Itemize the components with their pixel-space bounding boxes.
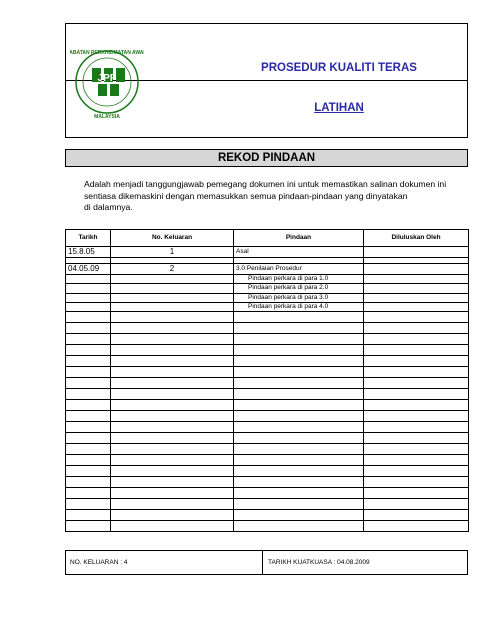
table-cell <box>66 323 111 334</box>
table-cell <box>234 488 364 499</box>
table-cell <box>234 345 364 356</box>
table-cell <box>111 433 234 444</box>
table-cell <box>111 367 234 378</box>
table-cell: 1 <box>111 247 234 258</box>
table-cell <box>111 422 234 433</box>
intro-paragraph <box>84 179 459 214</box>
table-cell <box>66 312 111 323</box>
page-subtitle: LATIHAN <box>314 102 364 114</box>
table-cell <box>111 499 234 510</box>
column-header: Pindaan <box>234 230 364 247</box>
table-cell <box>364 466 469 477</box>
table-row <box>66 334 469 345</box>
table-cell <box>234 433 364 444</box>
table-cell <box>111 378 234 389</box>
jpp-seal-icon <box>70 30 144 134</box>
table-row <box>66 345 469 356</box>
section-title: REKOD PINDAAN <box>65 149 468 167</box>
table-row <box>66 433 469 444</box>
column-header: Tarikh <box>66 230 111 247</box>
table-cell <box>234 521 364 532</box>
table-row <box>66 284 469 293</box>
footer-issue-number: NO. KELUARAN : 4 <box>70 559 128 566</box>
table-cell <box>364 334 469 345</box>
table-row <box>66 323 469 334</box>
table-cell <box>111 293 234 302</box>
column-header: Diluluskan Oleh <box>364 230 469 247</box>
table-cell <box>364 302 469 311</box>
table-cell: Pindaan perkara di para 4.0 <box>234 302 364 311</box>
table-cell <box>66 356 111 367</box>
table-cell <box>66 284 111 293</box>
table-cell <box>364 323 469 334</box>
table-cell <box>234 323 364 334</box>
table-cell <box>364 488 469 499</box>
table-row <box>66 510 469 521</box>
table-row <box>66 247 469 258</box>
table-cell <box>66 422 111 433</box>
table-cell <box>66 466 111 477</box>
table-cell <box>364 389 469 400</box>
table-cell <box>66 378 111 389</box>
table-cell <box>66 510 111 521</box>
table-cell <box>234 510 364 521</box>
table-cell <box>66 400 111 411</box>
table-cell <box>234 356 364 367</box>
table-row <box>66 455 469 466</box>
table-cell <box>66 444 111 455</box>
table-cell <box>66 433 111 444</box>
table-cell <box>364 275 469 284</box>
table-cell <box>364 284 469 293</box>
table-cell <box>111 275 234 284</box>
table-row <box>66 312 469 323</box>
table-cell <box>111 510 234 521</box>
table-cell <box>364 455 469 466</box>
table-row <box>66 488 469 499</box>
table-cell: 2 <box>111 264 234 275</box>
table-cell <box>111 521 234 532</box>
table-cell <box>66 293 111 302</box>
table-cell <box>234 466 364 477</box>
table-cell <box>364 345 469 356</box>
table-row <box>66 411 469 422</box>
table-cell <box>111 444 234 455</box>
table-cell <box>364 433 469 444</box>
table-cell: Pindaan perkara di para 1.0 <box>234 275 364 284</box>
table-cell <box>234 411 364 422</box>
table-cell <box>111 334 234 345</box>
table-cell <box>234 389 364 400</box>
table-cell <box>66 499 111 510</box>
table-row <box>66 378 469 389</box>
table-row <box>66 521 469 532</box>
table-cell <box>111 302 234 311</box>
intro-line: Adalah menjadi tanggungjawab pemegang dokumen ini untuk memastikan salinan dokumen ini <box>84 179 447 189</box>
table-cell <box>66 411 111 422</box>
table-cell <box>364 312 469 323</box>
column-header: No. Keluaran <box>111 230 234 247</box>
table-cell <box>111 284 234 293</box>
footer-effective-date: TARIKH KUATKUASA : 04.08.2009 <box>268 559 370 566</box>
table-cell <box>111 488 234 499</box>
table-cell: Asal <box>234 247 364 258</box>
table-cell <box>66 302 111 311</box>
table-cell <box>111 312 234 323</box>
table-row <box>66 367 469 378</box>
table-cell <box>66 455 111 466</box>
table-cell <box>364 378 469 389</box>
table-cell <box>364 400 469 411</box>
table-cell <box>66 477 111 488</box>
table-cell <box>234 444 364 455</box>
table-cell <box>234 378 364 389</box>
table-cell <box>66 521 111 532</box>
table-cell <box>234 367 364 378</box>
table-cell <box>111 389 234 400</box>
table-row <box>66 444 469 455</box>
intro-line: di dalamnya. <box>84 202 133 212</box>
intro-line: sentiasa dikemaskini dengan memasukkan semua pindaan-pindaan yang dinyatakan <box>84 190 408 201</box>
table-cell <box>111 400 234 411</box>
table-cell <box>364 510 469 521</box>
table-cell <box>364 499 469 510</box>
table-cell <box>364 411 469 422</box>
table-cell <box>66 345 111 356</box>
table-cell <box>364 444 469 455</box>
table-row <box>66 293 469 302</box>
table-cell <box>364 477 469 488</box>
table-cell <box>234 312 364 323</box>
table-cell: Pindaan perkara di para 2.0 <box>234 284 364 293</box>
table-cell: 3.0 Penilaian Prosedur <box>234 264 364 275</box>
table-cell <box>111 466 234 477</box>
table-cell <box>234 400 364 411</box>
table-cell <box>234 422 364 433</box>
table-row <box>66 499 469 510</box>
table-cell <box>111 323 234 334</box>
table-row <box>66 400 469 411</box>
seal-top-text: JABATAN PERKHIDMATAN AWAM <box>70 50 144 56</box>
table-row <box>66 302 469 311</box>
table-row <box>66 356 469 367</box>
table-cell <box>66 367 111 378</box>
table-cell <box>234 455 364 466</box>
table-cell: 15.8.05 <box>66 247 111 258</box>
table-cell: 04.05.09 <box>66 264 111 275</box>
table-cell <box>364 367 469 378</box>
table-cell <box>364 293 469 302</box>
table-cell <box>111 477 234 488</box>
table-row <box>66 264 469 275</box>
footer-divider <box>262 550 263 575</box>
table-cell <box>234 477 364 488</box>
table-cell: Pindaan perkara di para 3.0 <box>234 293 364 302</box>
table-cell <box>364 356 469 367</box>
seal-monogram: JPP <box>97 73 117 84</box>
page-title: PROSEDUR KUALITI TERAS <box>261 62 417 74</box>
table-cell <box>66 334 111 345</box>
table-header-row <box>66 230 469 247</box>
table-cell <box>364 247 469 258</box>
table-cell <box>364 521 469 532</box>
table-row <box>66 477 469 488</box>
table-cell <box>234 334 364 345</box>
table-row <box>66 422 469 433</box>
table-cell <box>111 411 234 422</box>
table-cell <box>66 389 111 400</box>
table-cell <box>111 345 234 356</box>
table-cell <box>234 499 364 510</box>
table-cell <box>111 455 234 466</box>
table-cell <box>66 275 111 284</box>
table-cell <box>364 422 469 433</box>
table-cell <box>364 264 469 275</box>
table-cell <box>111 356 234 367</box>
table-row <box>66 275 469 284</box>
table-row <box>66 466 469 477</box>
table-cell <box>66 488 111 499</box>
amendment-table <box>65 229 468 532</box>
table-row <box>66 389 469 400</box>
seal-bottom-text: MALAYSIA <box>94 114 120 120</box>
